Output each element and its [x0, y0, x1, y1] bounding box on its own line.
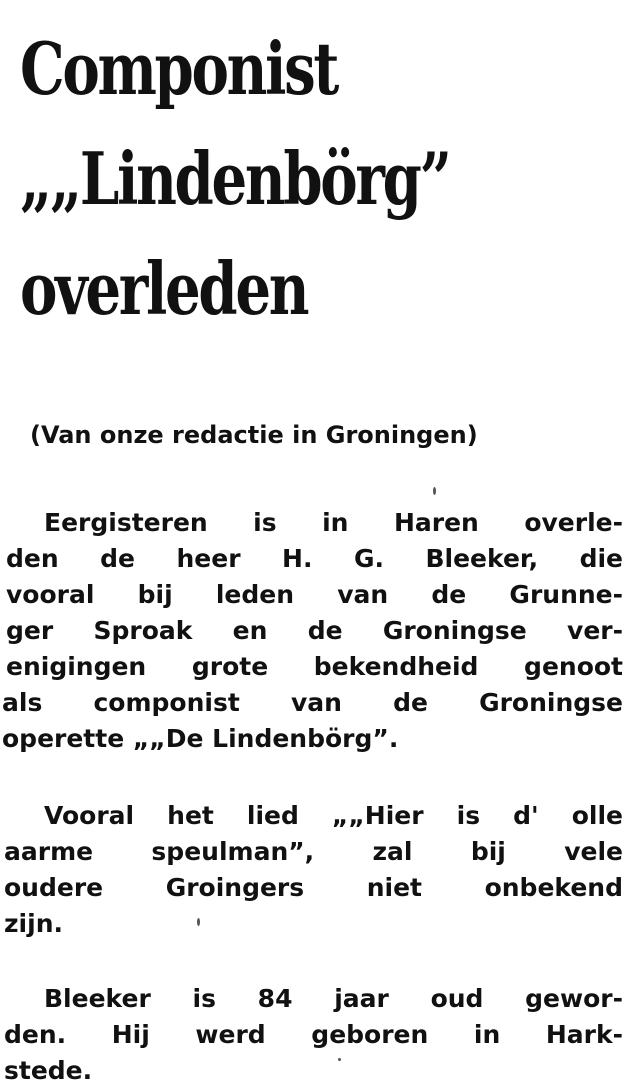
- paragraph-line: den. Hij werd geboren in Hark-: [4, 1020, 623, 1049]
- paragraph-line: oudere Groingers niet onbekend: [4, 873, 623, 902]
- headline: [20, 14, 488, 344]
- paragraph-3: [0, 981, 635, 1089]
- paragraph-line: vooral bij leden van de Grunne-: [6, 580, 623, 609]
- paragraph-line: aarme speulman”, zal bij vele: [4, 837, 623, 866]
- print-speck: [338, 1058, 341, 1061]
- paragraph-line: zijn.: [4, 909, 63, 938]
- print-speck: [197, 918, 200, 926]
- headline-line-1: Componist: [20, 26, 337, 111]
- paragraph-line: enigingen grote bekendheid genoot: [6, 652, 623, 681]
- paragraph-line: als componist van de Groningse: [2, 688, 623, 717]
- paragraph-line: Vooral het lied „„Hier is d' olle: [44, 801, 623, 830]
- paragraph-line: stede.: [4, 1056, 93, 1085]
- headline-line-3: overleden: [20, 246, 308, 331]
- paragraph-line: ger Sproak en de Groningse ver-: [6, 616, 623, 645]
- print-speck: [433, 487, 436, 495]
- paragraph-line: Eergisteren is in Haren overle-: [44, 508, 623, 537]
- byline: (Van onze redactie in Groningen): [30, 421, 478, 449]
- paragraph-line: Bleeker is 84 jaar oud gewor-: [44, 984, 623, 1013]
- paragraph-line: operette „„De Lindenbörg”.: [2, 724, 399, 753]
- headline-line-2: „„Lindenbörg”: [20, 136, 450, 221]
- paragraph-2: [0, 798, 635, 942]
- paragraph-1: [0, 505, 635, 757]
- paragraph-line: den de heer H. G. Bleeker, die: [6, 544, 623, 573]
